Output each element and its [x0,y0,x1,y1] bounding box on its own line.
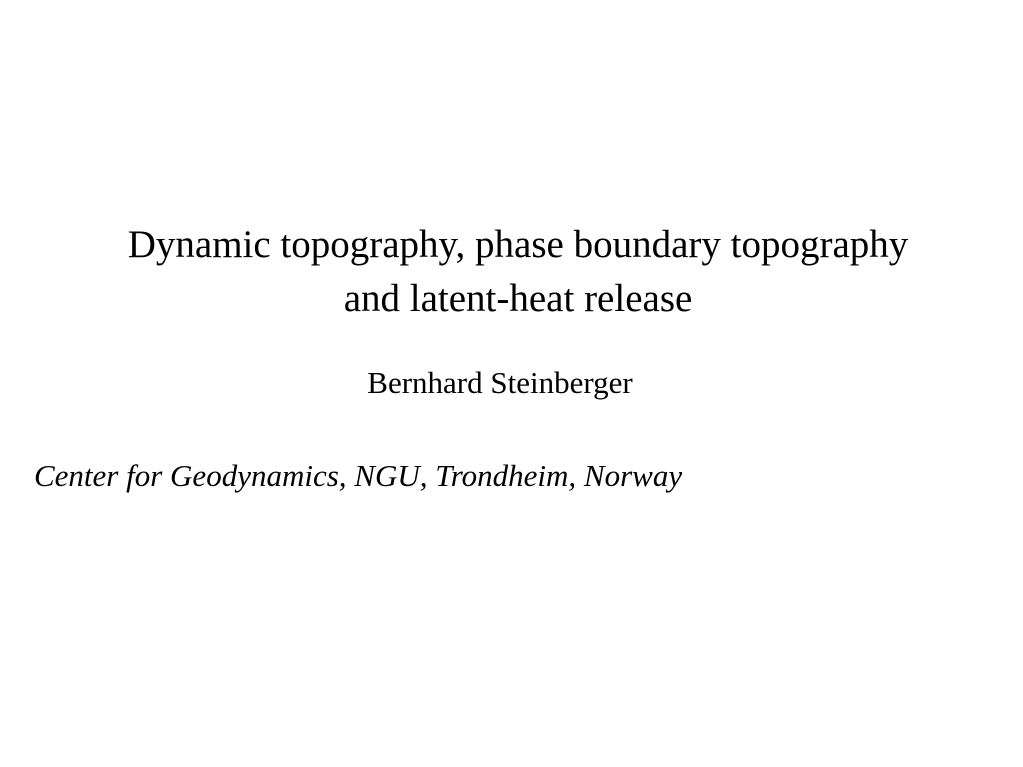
slide-title-line-1: Dynamic topography, phase boundary topography [127,223,909,266]
author-name: Bernhard Steinberger [367,365,633,400]
slide-title [28,218,1008,326]
slide-title-line-2: and latent-heat release [343,277,693,320]
author-affiliation: Center for Geodynamics, NGU, Trondheim, Norway [34,458,683,493]
